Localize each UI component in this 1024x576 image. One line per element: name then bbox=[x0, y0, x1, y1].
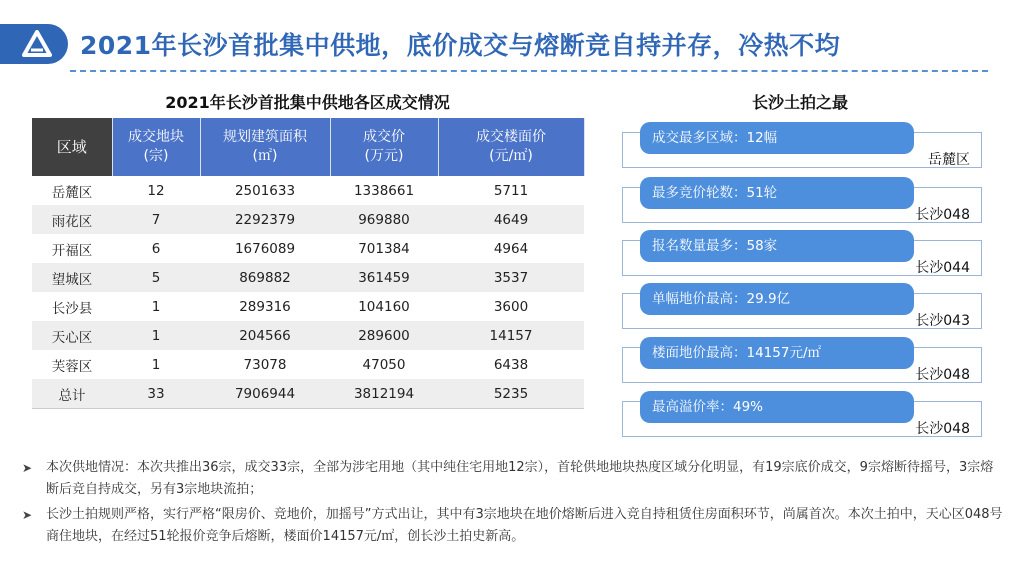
column-header-text: 成交地块 bbox=[128, 129, 184, 145]
record-label: 报名数量最多：58家 bbox=[640, 230, 914, 262]
column-unit-text: (元/㎡) bbox=[489, 148, 533, 164]
record-label: 单幅地价最高：29.9亿 bbox=[640, 283, 914, 315]
note-text: 长沙土拍规则严格，实行严格“限房价、竞地价，加摇号”方式出让，其中有3宗地块在地价熔断后进入竞自持租赁住房面积环节，尚属首次。本次土拍中，天心区048号商住地块，在经过51轮报价竞争后熔断，楼面价14157元/㎡，创长沙土拍史新高。 bbox=[46, 507, 1003, 544]
record-label: 楼面地价最高：14157元/㎡ bbox=[640, 337, 914, 369]
record-card bbox=[622, 391, 984, 439]
records-title: 长沙土拍之最 bbox=[751, 93, 848, 112]
table-cell: 47050 bbox=[330, 350, 438, 379]
table-row bbox=[32, 321, 584, 350]
table-cell: 4649 bbox=[438, 205, 584, 234]
table-cell: 总计 bbox=[32, 379, 112, 409]
record-tag: 长沙043 bbox=[915, 313, 970, 329]
table-cell: 2501633 bbox=[200, 176, 330, 205]
table-cell: 361459 bbox=[330, 263, 438, 292]
table-cell: 104160 bbox=[330, 292, 438, 321]
record-card bbox=[622, 230, 984, 278]
record-tag: 岳麓区 bbox=[928, 152, 970, 168]
table-row bbox=[32, 234, 584, 263]
table-row bbox=[32, 350, 584, 379]
record-label: 成交最多区域：12幅 bbox=[640, 122, 914, 154]
column-unit-text: (万元) bbox=[364, 148, 404, 164]
record-tag: 长沙048 bbox=[915, 207, 970, 223]
table-cell: 3812194 bbox=[330, 379, 438, 409]
table-cell: 1 bbox=[112, 321, 200, 350]
table-cell: 2292379 bbox=[200, 205, 330, 234]
table-cell: 开福区 bbox=[32, 234, 112, 263]
record-label: 最多竞价轮数：51轮 bbox=[640, 177, 914, 209]
note-item bbox=[20, 504, 1005, 548]
table-cell: 33 bbox=[112, 379, 200, 409]
logo-icon bbox=[22, 30, 52, 58]
column-header-text: 成交价 bbox=[363, 129, 405, 145]
table-cell: 岳麓区 bbox=[32, 176, 112, 205]
table-cell: 1338661 bbox=[330, 176, 438, 205]
table-cell: 204566 bbox=[200, 321, 330, 350]
table-row bbox=[32, 263, 584, 292]
table-header-row bbox=[32, 118, 584, 176]
table-cell: 3537 bbox=[438, 263, 584, 292]
table-cell: 14157 bbox=[438, 321, 584, 350]
column-header-unit-price bbox=[438, 118, 584, 176]
table-cell: 7 bbox=[112, 205, 200, 234]
record-tag: 长沙044 bbox=[915, 260, 970, 276]
record-tag: 长沙048 bbox=[915, 367, 970, 383]
page-header bbox=[0, 22, 1024, 68]
record-tag: 长沙048 bbox=[915, 421, 970, 437]
column-header-text: 区域 bbox=[56, 137, 87, 156]
table-row bbox=[32, 176, 584, 205]
record-card bbox=[622, 337, 984, 385]
column-header-price bbox=[330, 118, 438, 176]
note-item bbox=[20, 457, 1005, 501]
column-header-floor-area bbox=[200, 118, 330, 176]
table-cell: 4964 bbox=[438, 234, 584, 263]
record-label: 最高溢价率：49% bbox=[640, 391, 914, 423]
table-row bbox=[32, 292, 584, 321]
column-unit-text: (宗) bbox=[143, 148, 169, 164]
column-header-text: 规划建筑面积 bbox=[223, 129, 307, 145]
table-total-row bbox=[32, 379, 584, 409]
table-cell: 3600 bbox=[438, 292, 584, 321]
record-card bbox=[622, 122, 984, 170]
table-cell: 1 bbox=[112, 350, 200, 379]
table-cell: 969880 bbox=[330, 205, 438, 234]
table-cell: 869882 bbox=[200, 263, 330, 292]
table-cell: 天心区 bbox=[32, 321, 112, 350]
title-divider bbox=[70, 70, 988, 72]
table-cell: 芙蓉区 bbox=[32, 350, 112, 379]
page-title: 2021年长沙首批集中供地，底价成交与熔断竞自持并存，冷热不均 bbox=[80, 31, 841, 60]
table-cell: 5235 bbox=[438, 379, 584, 409]
table-cell: 望城区 bbox=[32, 263, 112, 292]
table-cell: 12 bbox=[112, 176, 200, 205]
arrow-bullet-icon: ➤ bbox=[22, 508, 33, 522]
table-cell: 7906944 bbox=[200, 379, 330, 409]
column-header-parcels bbox=[112, 118, 200, 176]
table-cell: 289316 bbox=[200, 292, 330, 321]
table-cell: 701384 bbox=[330, 234, 438, 263]
table-row bbox=[32, 205, 584, 234]
record-card bbox=[622, 283, 984, 331]
table-cell: 长沙县 bbox=[32, 292, 112, 321]
table-cell: 6438 bbox=[438, 350, 584, 379]
district-transaction-table bbox=[32, 118, 585, 409]
note-text: 本次供地情况：本次共推出36宗，成交33宗，全部为涉宅用地（其中纯住宅用地12宗），首轮供地地块热度区域分化明显，有19宗底价成交，9宗熔断待摇号，3宗熔断后竞自持成交，另有3宗地块流拍； bbox=[46, 460, 994, 497]
table-cell: 雨花区 bbox=[32, 205, 112, 234]
table-cell: 73078 bbox=[200, 350, 330, 379]
column-header-text: 成交楼面价 bbox=[476, 129, 546, 145]
table-cell: 1 bbox=[112, 292, 200, 321]
table-cell: 5711 bbox=[438, 176, 584, 205]
table-title: 2021年长沙首批集中供地各区成交情况 bbox=[165, 93, 450, 112]
column-header-district bbox=[32, 118, 112, 176]
column-unit-text: (㎡) bbox=[252, 148, 278, 164]
table-cell: 289600 bbox=[330, 321, 438, 350]
record-card bbox=[622, 177, 984, 225]
table-cell: 6 bbox=[112, 234, 200, 263]
table-cell: 1676089 bbox=[200, 234, 330, 263]
logo-badge bbox=[0, 24, 68, 64]
arrow-bullet-icon: ➤ bbox=[22, 461, 33, 475]
table-cell: 5 bbox=[112, 263, 200, 292]
notes-section bbox=[20, 457, 1005, 551]
